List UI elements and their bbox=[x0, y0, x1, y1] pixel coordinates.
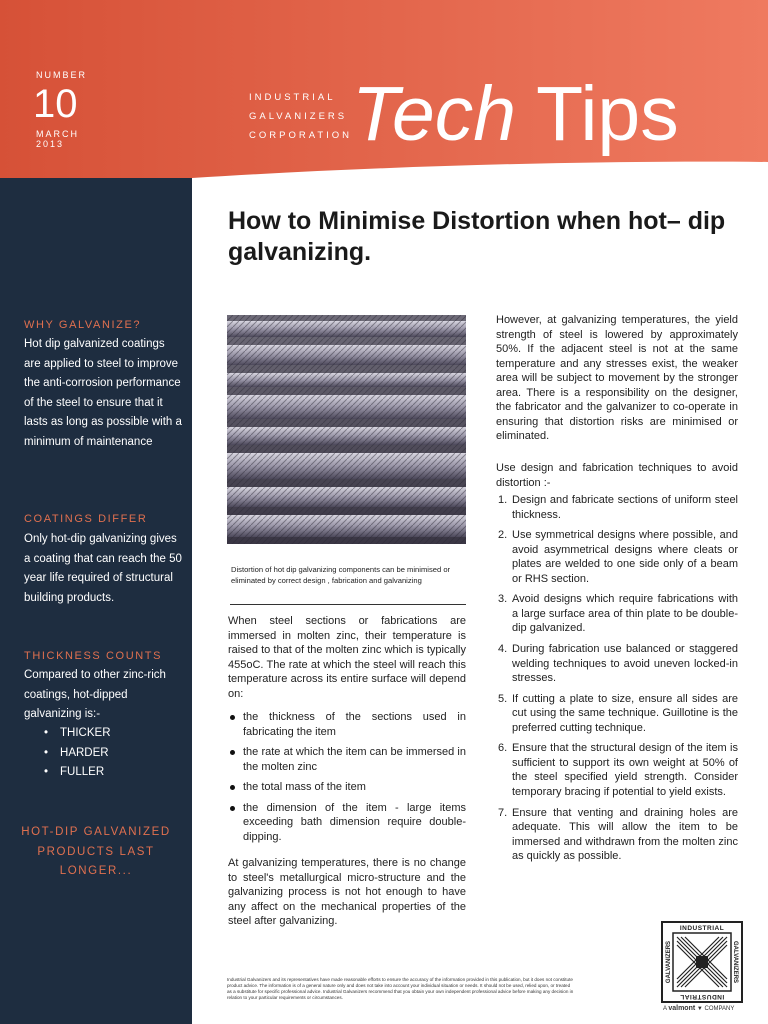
list-item: • THICKER bbox=[44, 724, 111, 744]
techniques-intro-text: Use design and fabrication techniques to avoid distortion :- bbox=[496, 462, 738, 489]
list-item bbox=[496, 493, 738, 522]
list-number: 7. bbox=[498, 806, 508, 819]
list-item: • HARDER bbox=[44, 744, 111, 764]
galvanizing-temperature-paragraph bbox=[228, 856, 466, 929]
company-name bbox=[249, 88, 353, 145]
tech-tips-logotype bbox=[352, 71, 679, 157]
valmont-wordmark: valmont bbox=[668, 1005, 696, 1012]
list-item bbox=[496, 592, 738, 636]
list-text: Ensure that venting and draining holes are adequate. This will allow the item to be immersed and withdrawn from the molten zinc as quickly as possible. bbox=[512, 806, 738, 863]
brand-word-tech: Tech bbox=[352, 71, 517, 157]
list-item bbox=[496, 692, 738, 736]
factors-list bbox=[228, 710, 466, 850]
para2-text: At galvanizing temperatures, there is no change to steel's metallurgical micro-structure and the galvanizing process is not hot enough to have any affect on the mechanical properties of the steel after galvanizing. bbox=[228, 857, 466, 927]
valmont-prefix: A bbox=[663, 1006, 667, 1012]
caption-divider bbox=[230, 604, 466, 605]
sidebar-text-coatings-differ: Only hot-dip galvanizing gives a coating that can reach the 50 year life required of structural building products. bbox=[24, 533, 182, 604]
list-text: Avoid designs which require fabrications with a large surface area of thin plate to be double-dip galvanized. bbox=[512, 593, 738, 635]
list-item: • FULLER bbox=[44, 763, 111, 783]
company-line-1: INDUSTRIAL bbox=[249, 92, 336, 103]
list-text: Ensure that the structural design of the item is sufficient to support its own weight at 50% of the steel specified yield strength. Consider temporary bracing if potential to yield exists. bbox=[512, 742, 738, 798]
list-item: the thickness of the sections used in fabricating the item bbox=[228, 710, 466, 739]
techniques-list bbox=[496, 493, 738, 870]
valmont-company-tagline bbox=[663, 1005, 734, 1012]
yield-strength-paragraph bbox=[496, 313, 738, 444]
issue-number-label: NUMBER bbox=[36, 70, 88, 80]
list-item: the dimension of the item - large items exceeding bath dimension require double-dipping. bbox=[228, 801, 466, 845]
valmont-suffix: COMPANY bbox=[704, 1006, 735, 1012]
photo-caption: Distortion of hot dip galvanizing components can be minimised or eliminated by correct design , fabrication and galvanizing bbox=[231, 565, 451, 585]
list-text: Use symmetrical designs where possible, and avoid asymmetrical designs where cleats or plates are welded to one side only of a beam or RHS section. bbox=[512, 529, 738, 585]
sidebar-heading-thickness-counts: THICKNESS COUNTS bbox=[24, 650, 163, 662]
techniques-intro bbox=[496, 461, 738, 490]
list-item bbox=[496, 528, 738, 586]
valmont-v-icon: ▼ bbox=[696, 1006, 703, 1012]
galvanized-components-photo bbox=[227, 315, 466, 544]
list-text: During fabrication use balanced or staggered welding techniques to avoid uneven locked-in stresses. bbox=[512, 643, 738, 685]
svg-text:GALVANIZERS: GALVANIZERS bbox=[732, 940, 738, 984]
svg-text:INDUSTRIAL: INDUSTRIAL bbox=[679, 993, 725, 1000]
company-line-3: CORPORATION bbox=[249, 130, 353, 141]
list-number: 4. bbox=[498, 643, 508, 656]
sidebar-text-thickness-counts: Compared to other zinc-rich coatings, hot-dipped galvanizing is:- bbox=[24, 669, 166, 720]
sidebar-qualities-list bbox=[44, 724, 111, 783]
sidebar-heading-why-galvanize: WHY GALVANIZE? bbox=[24, 319, 142, 331]
brand-word-tips: Tips bbox=[536, 71, 679, 157]
intro-paragraph bbox=[228, 614, 466, 701]
article-title: How to Minimise Distortion when hot– dip galvanizing. bbox=[228, 207, 726, 266]
sidebar-heading-coatings-differ: COATINGS DIFFER bbox=[24, 513, 148, 525]
para3-text: However, at galvanizing temperatures, the yield strength of steel is lowered by approximately 50%. If the adjacent steel is not at the same temperature and any stresses exist, the weaker area will be subject to movement by the stronger area. There is a responsibility on the designer, the fabricator and the galvanizer to co-operate in ensuring that distortion risks are minimised or eliminated. bbox=[496, 314, 738, 442]
issue-number: 10 bbox=[33, 82, 78, 126]
list-item: the total mass of the item bbox=[228, 780, 466, 795]
list-item: the rate at which the item can be immersed in the molten zinc bbox=[228, 745, 466, 774]
issue-date: MARCH 2013 bbox=[36, 129, 79, 149]
list-item bbox=[496, 642, 738, 686]
list-item bbox=[496, 806, 738, 864]
svg-text:GALVANIZERS: GALVANIZERS bbox=[666, 940, 672, 984]
svg-text:INDUSTRIAL: INDUSTRIAL bbox=[679, 925, 725, 932]
sidebar-slogan: HOT-DIP GALVANIZED PRODUCTS LAST LONGER... bbox=[21, 826, 171, 877]
list-number: 3. bbox=[498, 593, 508, 606]
list-number: 5. bbox=[498, 692, 508, 705]
list-text: If cutting a plate to size, ensure all sides are cut using the same technique. Guillotine is the preferred cutting technique. bbox=[512, 692, 738, 734]
intro-text: When steel sections or fabrications are immersed in molten zinc, their temperature is raised to that of the molten zinc which is typically 455oC. The rate at which the steel will reach this temperature across its entire surface will depend on: bbox=[228, 615, 466, 700]
list-number: 2. bbox=[498, 529, 508, 542]
list-number: 1. bbox=[498, 494, 508, 506]
legal-disclaimer: Industrial Galvanizers and its representatives have made reasonable efforts to ensure the accuracy of the information provided in this publication, but it does not constitute product advice. The information is of a general nature only and does not take into account your individual situation or needs. It should not be used, relied upon, or treated as a substitute for specific professional advice. Industrial Galvanizers recommend that you obtain your own independent professional advice before making any decision in relation to your particular requirements or circumstances. bbox=[227, 977, 574, 1000]
list-number: 6. bbox=[498, 742, 508, 755]
industrial-galvanizers-logo bbox=[661, 921, 743, 1003]
sidebar-text-why-galvanize: Hot dip galvanized coatings are applied to steel to improve the anti-corrosion performance of the steel to ensure that it lasts as long as possible with a minimum of maintenance bbox=[24, 338, 182, 448]
list-item bbox=[496, 741, 738, 799]
company-line-2: GALVANIZERS bbox=[249, 111, 348, 122]
list-text: Design and fabricate sections of uniform steel thickness. bbox=[512, 494, 738, 521]
